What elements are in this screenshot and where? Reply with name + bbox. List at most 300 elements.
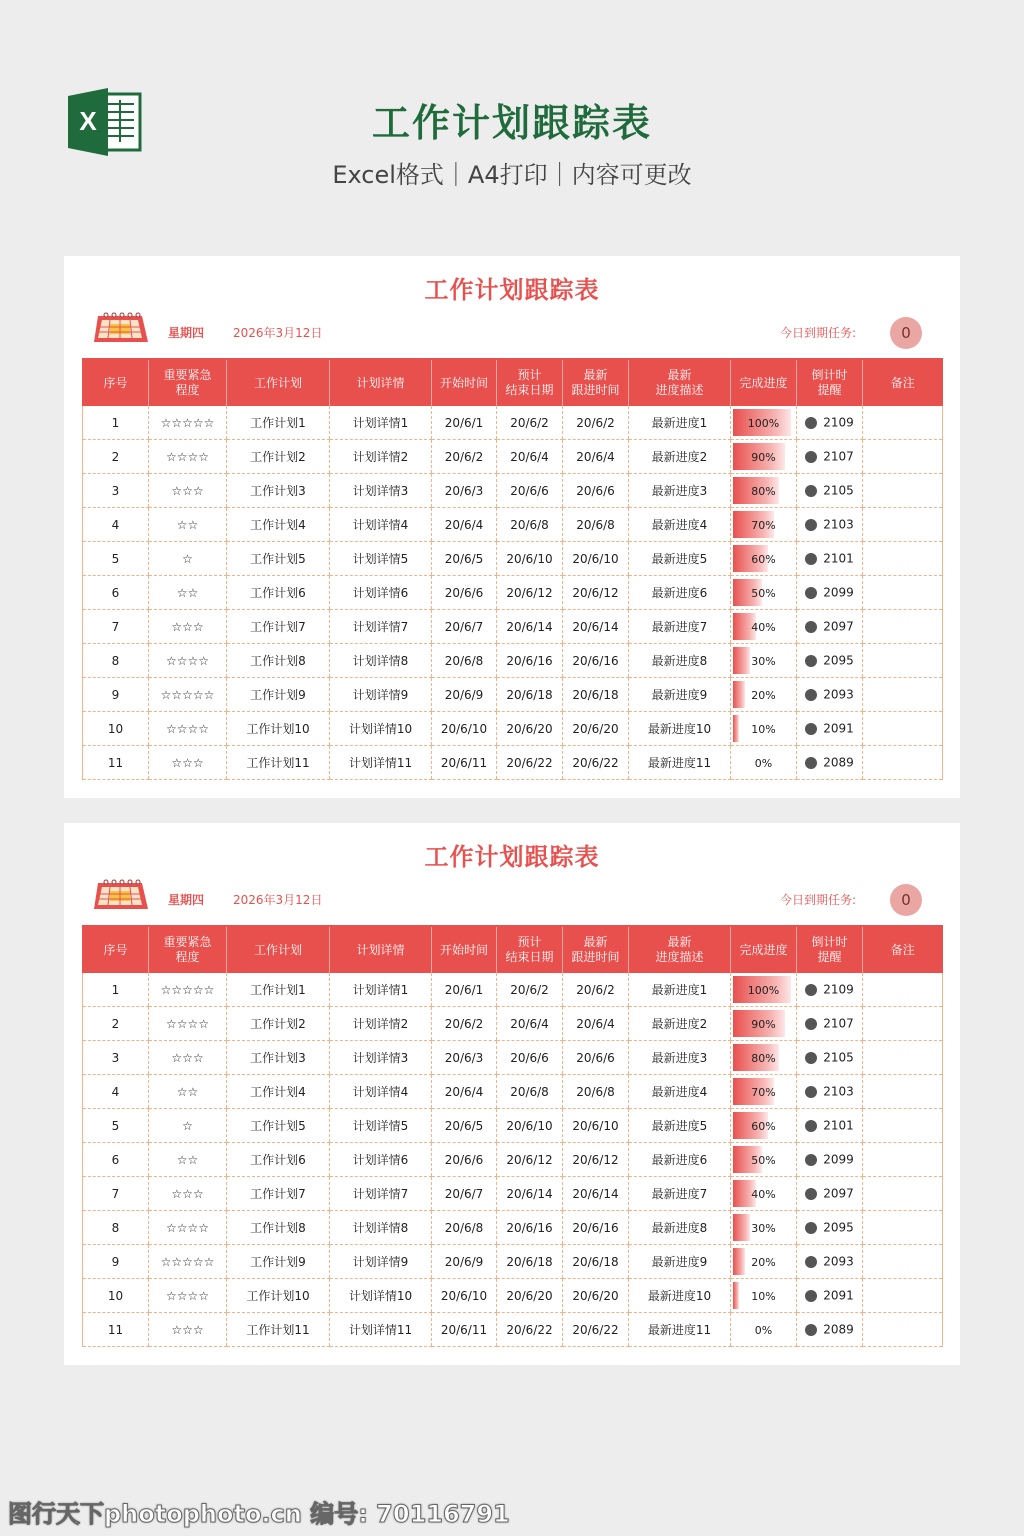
- priority-stars-cell[interactable]: ☆☆: [149, 1075, 227, 1109]
- row-number-cell[interactable]: 6: [83, 576, 149, 610]
- countdown-cell[interactable]: [797, 1279, 863, 1313]
- countdown-cell[interactable]: [797, 576, 863, 610]
- progress-desc-cell[interactable]: 最新进度5: [629, 1109, 731, 1143]
- column-header-text: 提醒: [817, 950, 842, 964]
- plan-detail-cell[interactable]: 计划详情4: [330, 508, 432, 542]
- progress-desc-cell[interactable]: 最新进度11: [629, 1313, 731, 1347]
- note-cell[interactable]: [863, 644, 943, 678]
- row-number-cell[interactable]: 11: [83, 746, 149, 780]
- progress-desc-cell[interactable]: 最新进度1: [629, 406, 731, 440]
- note-cell[interactable]: [863, 1177, 943, 1211]
- progress-desc-cell[interactable]: 最新进度1: [629, 973, 731, 1007]
- priority-stars-cell[interactable]: ☆☆☆: [149, 474, 227, 508]
- work-plan-cell[interactable]: 工作计划4: [227, 508, 330, 542]
- progress-bar: [733, 1282, 739, 1309]
- work-plan-cell[interactable]: 工作计划8: [227, 1211, 330, 1245]
- progress-cell[interactable]: [731, 576, 797, 610]
- table-row[interactable]: [83, 644, 943, 678]
- start-date-cell[interactable]: 20/6/1: [432, 973, 497, 1007]
- start-date-cell[interactable]: 20/6/10: [432, 1279, 497, 1313]
- note-cell[interactable]: [863, 440, 943, 474]
- column-header: [563, 926, 629, 973]
- work-plan-cell[interactable]: 工作计划6: [227, 1143, 330, 1177]
- note-cell[interactable]: [863, 576, 943, 610]
- progress-cell[interactable]: [731, 610, 797, 644]
- priority-stars-cell[interactable]: ☆: [149, 1109, 227, 1143]
- work-plan-cell[interactable]: 工作计划9: [227, 1245, 330, 1279]
- row-number-cell[interactable]: 10: [83, 712, 149, 746]
- start-date-cell[interactable]: 20/6/3: [432, 1041, 497, 1075]
- work-plan-cell[interactable]: 工作计划7: [227, 610, 330, 644]
- countdown-cell[interactable]: [797, 973, 863, 1007]
- table-row[interactable]: [83, 1177, 943, 1211]
- priority-stars-cell[interactable]: ☆☆☆☆: [149, 1211, 227, 1245]
- plan-detail-cell[interactable]: 计划详情7: [330, 1177, 432, 1211]
- follow-date-cell[interactable]: 20/6/22: [563, 1313, 629, 1347]
- start-date-cell[interactable]: 20/6/8: [432, 644, 497, 678]
- follow-date-cell[interactable]: 20/6/18: [563, 678, 629, 712]
- follow-date-cell[interactable]: 20/6/10: [563, 1109, 629, 1143]
- plan-detail-cell[interactable]: 计划详情8: [330, 644, 432, 678]
- end-date-cell[interactable]: 20/6/6: [497, 1041, 563, 1075]
- start-date-cell[interactable]: 20/6/4: [432, 1075, 497, 1109]
- work-plan-cell[interactable]: 工作计划5: [227, 1109, 330, 1143]
- countdown-cell[interactable]: [797, 746, 863, 780]
- countdown-cell[interactable]: [797, 678, 863, 712]
- progress-desc-cell[interactable]: 最新进度7: [629, 610, 731, 644]
- countdown-cell[interactable]: [797, 712, 863, 746]
- work-plan-cell[interactable]: 工作计划2: [227, 440, 330, 474]
- progress-desc-cell[interactable]: 最新进度6: [629, 1143, 731, 1177]
- table-row[interactable]: [83, 1041, 943, 1075]
- due-today-count: 0: [890, 884, 922, 916]
- progress-desc-cell[interactable]: 最新进度8: [629, 1211, 731, 1245]
- start-date-cell[interactable]: 20/6/3: [432, 474, 497, 508]
- note-cell[interactable]: [863, 1007, 943, 1041]
- countdown-dot-icon: [805, 1222, 817, 1234]
- note-cell[interactable]: [863, 542, 943, 576]
- work-plan-cell[interactable]: 工作计划8: [227, 644, 330, 678]
- countdown-cell[interactable]: [797, 610, 863, 644]
- priority-stars-cell[interactable]: ☆☆☆☆: [149, 1007, 227, 1041]
- follow-date-cell[interactable]: 20/6/8: [563, 508, 629, 542]
- progress-desc-cell[interactable]: 最新进度10: [629, 1279, 731, 1313]
- table-row[interactable]: [83, 678, 943, 712]
- note-cell[interactable]: [863, 474, 943, 508]
- follow-date-cell[interactable]: 20/6/18: [563, 1245, 629, 1279]
- end-date-cell[interactable]: 20/6/10: [497, 1109, 563, 1143]
- progress-cell[interactable]: [731, 1109, 797, 1143]
- start-date-cell[interactable]: 20/6/6: [432, 576, 497, 610]
- work-plan-cell[interactable]: 工作计划3: [227, 474, 330, 508]
- progress-cell[interactable]: [731, 712, 797, 746]
- follow-date-cell[interactable]: 20/6/16: [563, 1211, 629, 1245]
- table-row[interactable]: [83, 1313, 943, 1347]
- table-row[interactable]: [83, 1245, 943, 1279]
- start-date-cell[interactable]: 20/6/2: [432, 440, 497, 474]
- excel-logo-letter: X: [79, 106, 97, 136]
- priority-stars-cell[interactable]: ☆☆☆: [149, 1313, 227, 1347]
- plan-detail-cell[interactable]: 计划详情11: [330, 746, 432, 780]
- plan-detail-cell[interactable]: 计划详情1: [330, 406, 432, 440]
- progress-cell[interactable]: [731, 440, 797, 474]
- table-row[interactable]: [83, 610, 943, 644]
- work-plan-cell[interactable]: 工作计划3: [227, 1041, 330, 1075]
- progress-desc-cell[interactable]: 最新进度4: [629, 1075, 731, 1109]
- progress-cell[interactable]: [731, 1177, 797, 1211]
- countdown-cell[interactable]: [797, 1041, 863, 1075]
- priority-stars-cell[interactable]: ☆☆☆☆: [149, 440, 227, 474]
- countdown-cell[interactable]: [797, 644, 863, 678]
- priority-stars-cell[interactable]: ☆☆☆: [149, 1177, 227, 1211]
- progress-desc-cell[interactable]: 最新进度3: [629, 474, 731, 508]
- start-date-cell[interactable]: 20/6/7: [432, 610, 497, 644]
- end-date-cell[interactable]: 20/6/12: [497, 576, 563, 610]
- column-header-text: 结束日期: [505, 383, 554, 397]
- priority-stars-cell[interactable]: ☆☆☆☆☆: [149, 1245, 227, 1279]
- follow-date-cell[interactable]: 20/6/2: [563, 406, 629, 440]
- note-cell[interactable]: [863, 1211, 943, 1245]
- table-row[interactable]: [83, 1211, 943, 1245]
- progress-cell[interactable]: [731, 746, 797, 780]
- column-header: [863, 926, 943, 973]
- work-plan-cell[interactable]: 工作计划9: [227, 678, 330, 712]
- row-number-cell[interactable]: 3: [83, 474, 149, 508]
- plan-detail-cell[interactable]: 计划详情11: [330, 1313, 432, 1347]
- follow-date-cell[interactable]: 20/6/10: [563, 542, 629, 576]
- note-cell[interactable]: [863, 508, 943, 542]
- column-header-text: 计划详情: [356, 375, 405, 390]
- progress-desc-cell[interactable]: 最新进度10: [629, 712, 731, 746]
- plan-detail-cell[interactable]: 计划详情6: [330, 576, 432, 610]
- priority-stars-cell[interactable]: ☆☆: [149, 576, 227, 610]
- plan-detail-cell[interactable]: 计划详情8: [330, 1211, 432, 1245]
- column-header-text: 提醒: [817, 383, 842, 397]
- plan-detail-cell[interactable]: 计划详情3: [330, 474, 432, 508]
- progress-desc-cell[interactable]: 最新进度9: [629, 678, 731, 712]
- progress-desc-cell[interactable]: 最新进度6: [629, 576, 731, 610]
- follow-date-cell[interactable]: 20/6/22: [563, 746, 629, 780]
- column-header-text: 最新: [667, 935, 692, 949]
- work-plan-cell[interactable]: 工作计划10: [227, 1279, 330, 1313]
- table-row[interactable]: [83, 1279, 943, 1313]
- start-date-cell[interactable]: 20/6/6: [432, 1143, 497, 1177]
- table-row[interactable]: [83, 440, 943, 474]
- table-row[interactable]: [83, 542, 943, 576]
- countdown-dot-icon: [805, 1086, 817, 1098]
- follow-date-cell[interactable]: 20/6/2: [563, 973, 629, 1007]
- progress-cell[interactable]: [731, 1007, 797, 1041]
- note-cell[interactable]: [863, 1313, 943, 1347]
- table-row[interactable]: [83, 1109, 943, 1143]
- end-date-cell[interactable]: 20/6/18: [497, 1245, 563, 1279]
- work-plan-cell[interactable]: 工作计划1: [227, 973, 330, 1007]
- row-number-cell[interactable]: 5: [83, 542, 149, 576]
- column-header-text: 开始时间: [439, 375, 488, 390]
- column-header-text: 进度描述: [655, 383, 704, 397]
- work-plan-cell[interactable]: 工作计划1: [227, 406, 330, 440]
- end-date-cell[interactable]: 20/6/16: [497, 644, 563, 678]
- priority-stars-cell[interactable]: ☆☆☆☆☆: [149, 406, 227, 440]
- countdown-cell[interactable]: [797, 1075, 863, 1109]
- work-plan-cell[interactable]: 工作计划7: [227, 1177, 330, 1211]
- plan-detail-cell[interactable]: 计划详情4: [330, 1075, 432, 1109]
- end-date-cell[interactable]: 20/6/6: [497, 474, 563, 508]
- countdown-cell[interactable]: [797, 1143, 863, 1177]
- progress-cell[interactable]: [731, 1279, 797, 1313]
- note-cell[interactable]: [863, 1245, 943, 1279]
- priority-stars-cell[interactable]: ☆☆: [149, 508, 227, 542]
- priority-stars-cell[interactable]: ☆☆☆☆☆: [149, 678, 227, 712]
- work-plan-cell[interactable]: 工作计划11: [227, 746, 330, 780]
- column-header: [731, 926, 797, 973]
- priority-stars-cell[interactable]: ☆☆☆☆☆: [149, 973, 227, 1007]
- work-plan-cell[interactable]: 工作计划5: [227, 542, 330, 576]
- plan-detail-cell[interactable]: 计划详情3: [330, 1041, 432, 1075]
- table-row[interactable]: [83, 1075, 943, 1109]
- progress-label: 40%: [751, 620, 776, 634]
- progress-cell[interactable]: [731, 973, 797, 1007]
- priority-stars-cell[interactable]: ☆: [149, 542, 227, 576]
- end-date-cell[interactable]: 20/6/14: [497, 610, 563, 644]
- progress-desc-cell[interactable]: 最新进度2: [629, 1007, 731, 1041]
- work-plan-cell[interactable]: 工作计划6: [227, 576, 330, 610]
- work-plan-cell[interactable]: 工作计划4: [227, 1075, 330, 1109]
- row-number-cell[interactable]: 2: [83, 440, 149, 474]
- start-date-cell[interactable]: 20/6/1: [432, 406, 497, 440]
- countdown-cell[interactable]: [797, 1109, 863, 1143]
- end-date-cell[interactable]: 20/6/22: [497, 746, 563, 780]
- plan-detail-cell[interactable]: 计划详情5: [330, 1109, 432, 1143]
- start-date-cell[interactable]: 20/6/9: [432, 1245, 497, 1279]
- end-date-cell[interactable]: 20/6/16: [497, 1211, 563, 1245]
- plan-detail-cell[interactable]: 计划详情7: [330, 610, 432, 644]
- progress-desc-cell[interactable]: 最新进度8: [629, 644, 731, 678]
- end-date-cell[interactable]: 20/6/14: [497, 1177, 563, 1211]
- follow-date-cell[interactable]: 20/6/4: [563, 1007, 629, 1041]
- note-cell[interactable]: [863, 1109, 943, 1143]
- progress-cell[interactable]: [731, 406, 797, 440]
- follow-date-cell[interactable]: 20/6/12: [563, 1143, 629, 1177]
- row-number-cell[interactable]: 1: [83, 406, 149, 440]
- column-header: [497, 926, 563, 973]
- table-row[interactable]: [83, 508, 943, 542]
- follow-date-cell[interactable]: 20/6/4: [563, 440, 629, 474]
- note-cell[interactable]: [863, 678, 943, 712]
- table-row[interactable]: [83, 712, 943, 746]
- follow-date-cell[interactable]: 20/6/20: [563, 1279, 629, 1313]
- start-date-cell[interactable]: 20/6/7: [432, 1177, 497, 1211]
- progress-cell[interactable]: [731, 542, 797, 576]
- follow-date-cell[interactable]: 20/6/16: [563, 644, 629, 678]
- work-plan-cell[interactable]: 工作计划2: [227, 1007, 330, 1041]
- end-date-cell[interactable]: 20/6/2: [497, 973, 563, 1007]
- progress-desc-cell[interactable]: 最新进度7: [629, 1177, 731, 1211]
- row-number-cell[interactable]: 11: [83, 1313, 149, 1347]
- countdown-cell[interactable]: [797, 542, 863, 576]
- plan-detail-cell[interactable]: 计划详情9: [330, 1245, 432, 1279]
- follow-date-cell[interactable]: 20/6/6: [563, 474, 629, 508]
- progress-desc-cell[interactable]: 最新进度4: [629, 508, 731, 542]
- progress-desc-cell[interactable]: 最新进度2: [629, 440, 731, 474]
- start-date-cell[interactable]: 20/6/9: [432, 678, 497, 712]
- start-date-cell[interactable]: 20/6/11: [432, 1313, 497, 1347]
- start-date-cell[interactable]: 20/6/2: [432, 1007, 497, 1041]
- progress-cell[interactable]: [731, 508, 797, 542]
- start-date-cell[interactable]: 20/6/4: [432, 508, 497, 542]
- note-cell[interactable]: [863, 1279, 943, 1313]
- end-date-cell[interactable]: 20/6/4: [497, 440, 563, 474]
- start-date-cell[interactable]: 20/6/10: [432, 712, 497, 746]
- row-number-cell[interactable]: 8: [83, 644, 149, 678]
- plan-detail-cell[interactable]: 计划详情1: [330, 973, 432, 1007]
- row-number-cell[interactable]: 8: [83, 1211, 149, 1245]
- column-header: [432, 926, 497, 973]
- follow-date-cell[interactable]: 20/6/8: [563, 1075, 629, 1109]
- end-date-cell[interactable]: 20/6/4: [497, 1007, 563, 1041]
- table-row[interactable]: [83, 1143, 943, 1177]
- progress-cell[interactable]: [731, 678, 797, 712]
- countdown-cell[interactable]: [797, 1245, 863, 1279]
- row-number-cell[interactable]: 1: [83, 973, 149, 1007]
- column-header-text: 结束日期: [505, 950, 554, 964]
- progress-cell[interactable]: [731, 1143, 797, 1177]
- end-date-cell[interactable]: 20/6/20: [497, 712, 563, 746]
- plan-detail-cell[interactable]: 计划详情2: [330, 1007, 432, 1041]
- row-number-cell[interactable]: 2: [83, 1007, 149, 1041]
- end-date-cell[interactable]: 20/6/18: [497, 678, 563, 712]
- progress-cell[interactable]: [731, 1041, 797, 1075]
- note-cell[interactable]: [863, 1041, 943, 1075]
- countdown-dot-icon: [805, 1188, 817, 1200]
- countdown-cell[interactable]: [797, 440, 863, 474]
- column-header-text: 倒计时: [811, 935, 848, 949]
- row-number-cell[interactable]: 6: [83, 1143, 149, 1177]
- start-date-cell[interactable]: 20/6/5: [432, 542, 497, 576]
- progress-cell[interactable]: [731, 474, 797, 508]
- start-date-cell[interactable]: 20/6/11: [432, 746, 497, 780]
- countdown-cell[interactable]: [797, 406, 863, 440]
- table-row[interactable]: [83, 1007, 943, 1041]
- start-date-cell[interactable]: 20/6/8: [432, 1211, 497, 1245]
- progress-desc-cell[interactable]: 最新进度9: [629, 1245, 731, 1279]
- countdown-cell[interactable]: [797, 1177, 863, 1211]
- sheet-1: [64, 256, 960, 798]
- end-date-cell[interactable]: 20/6/2: [497, 406, 563, 440]
- start-date-cell[interactable]: 20/6/5: [432, 1109, 497, 1143]
- priority-stars-cell[interactable]: ☆☆☆: [149, 1041, 227, 1075]
- end-date-cell[interactable]: 20/6/8: [497, 1075, 563, 1109]
- table-row[interactable]: [83, 746, 943, 780]
- priority-stars-cell[interactable]: ☆☆☆: [149, 610, 227, 644]
- priority-stars-cell[interactable]: ☆☆☆☆: [149, 712, 227, 746]
- note-cell[interactable]: [863, 712, 943, 746]
- plan-detail-cell[interactable]: 计划详情2: [330, 440, 432, 474]
- row-number-cell[interactable]: 4: [83, 508, 149, 542]
- countdown-dot-icon: [805, 519, 817, 531]
- progress-label: 20%: [751, 688, 776, 702]
- plan-detail-cell[interactable]: 计划详情10: [330, 1279, 432, 1313]
- end-date-cell[interactable]: 20/6/20: [497, 1279, 563, 1313]
- countdown-cell[interactable]: [797, 1211, 863, 1245]
- end-date-cell[interactable]: 20/6/12: [497, 1143, 563, 1177]
- progress-cell[interactable]: [731, 1313, 797, 1347]
- note-cell[interactable]: [863, 1143, 943, 1177]
- table-row[interactable]: [83, 474, 943, 508]
- progress-desc-cell[interactable]: 最新进度11: [629, 746, 731, 780]
- end-date-cell[interactable]: 20/6/8: [497, 508, 563, 542]
- work-plan-cell[interactable]: 工作计划10: [227, 712, 330, 746]
- end-date-cell[interactable]: 20/6/22: [497, 1313, 563, 1347]
- priority-stars-cell[interactable]: ☆☆☆: [149, 746, 227, 780]
- column-header: [149, 926, 227, 973]
- follow-date-cell[interactable]: 20/6/14: [563, 610, 629, 644]
- column-header: [563, 359, 629, 406]
- row-number-cell[interactable]: 9: [83, 678, 149, 712]
- banner-title: 工作计划跟踪表: [371, 101, 652, 145]
- column-header: [432, 359, 497, 406]
- table-row[interactable]: [83, 406, 943, 440]
- follow-date-cell[interactable]: 20/6/14: [563, 1177, 629, 1211]
- progress-cell[interactable]: [731, 644, 797, 678]
- countdown-value: 2107: [823, 449, 854, 464]
- column-header-text: 最新: [583, 935, 608, 949]
- row-number-cell[interactable]: 9: [83, 1245, 149, 1279]
- row-number-cell[interactable]: 4: [83, 1075, 149, 1109]
- priority-stars-cell[interactable]: ☆☆: [149, 1143, 227, 1177]
- row-number-cell[interactable]: 10: [83, 1279, 149, 1313]
- table-row[interactable]: [83, 973, 943, 1007]
- progress-cell[interactable]: [731, 1075, 797, 1109]
- weekday-label: 星期四: [168, 893, 205, 907]
- priority-stars-cell[interactable]: ☆☆☆☆: [149, 644, 227, 678]
- follow-date-cell[interactable]: 20/6/20: [563, 712, 629, 746]
- countdown-cell[interactable]: [797, 508, 863, 542]
- progress-label: 70%: [751, 1085, 776, 1099]
- end-date-cell[interactable]: 20/6/10: [497, 542, 563, 576]
- note-cell[interactable]: [863, 1075, 943, 1109]
- plan-detail-cell[interactable]: 计划详情5: [330, 542, 432, 576]
- progress-cell[interactable]: [731, 1245, 797, 1279]
- countdown-cell[interactable]: [797, 474, 863, 508]
- plan-detail-cell[interactable]: 计划详情9: [330, 678, 432, 712]
- note-cell[interactable]: [863, 973, 943, 1007]
- countdown-cell[interactable]: [797, 1007, 863, 1041]
- note-cell[interactable]: [863, 746, 943, 780]
- work-plan-cell[interactable]: 工作计划11: [227, 1313, 330, 1347]
- row-number-cell[interactable]: 7: [83, 1177, 149, 1211]
- countdown-value: 2095: [823, 1220, 854, 1235]
- countdown-cell[interactable]: [797, 1313, 863, 1347]
- progress-cell[interactable]: [731, 1211, 797, 1245]
- column-header-text: 工作计划: [253, 375, 302, 390]
- progress-desc-cell[interactable]: 最新进度3: [629, 1041, 731, 1075]
- progress-desc-cell[interactable]: 最新进度5: [629, 542, 731, 576]
- row-number-cell[interactable]: 7: [83, 610, 149, 644]
- follow-date-cell[interactable]: 20/6/12: [563, 576, 629, 610]
- note-cell[interactable]: [863, 406, 943, 440]
- progress-label: 40%: [751, 1187, 776, 1201]
- table-row[interactable]: [83, 576, 943, 610]
- row-number-cell[interactable]: 5: [83, 1109, 149, 1143]
- plan-detail-cell[interactable]: 计划详情6: [330, 1143, 432, 1177]
- priority-stars-cell[interactable]: ☆☆☆☆: [149, 1279, 227, 1313]
- follow-date-cell[interactable]: 20/6/6: [563, 1041, 629, 1075]
- plan-detail-cell[interactable]: 计划详情10: [330, 712, 432, 746]
- row-number-cell[interactable]: 3: [83, 1041, 149, 1075]
- note-cell[interactable]: [863, 610, 943, 644]
- countdown-value: 2107: [823, 1016, 854, 1031]
